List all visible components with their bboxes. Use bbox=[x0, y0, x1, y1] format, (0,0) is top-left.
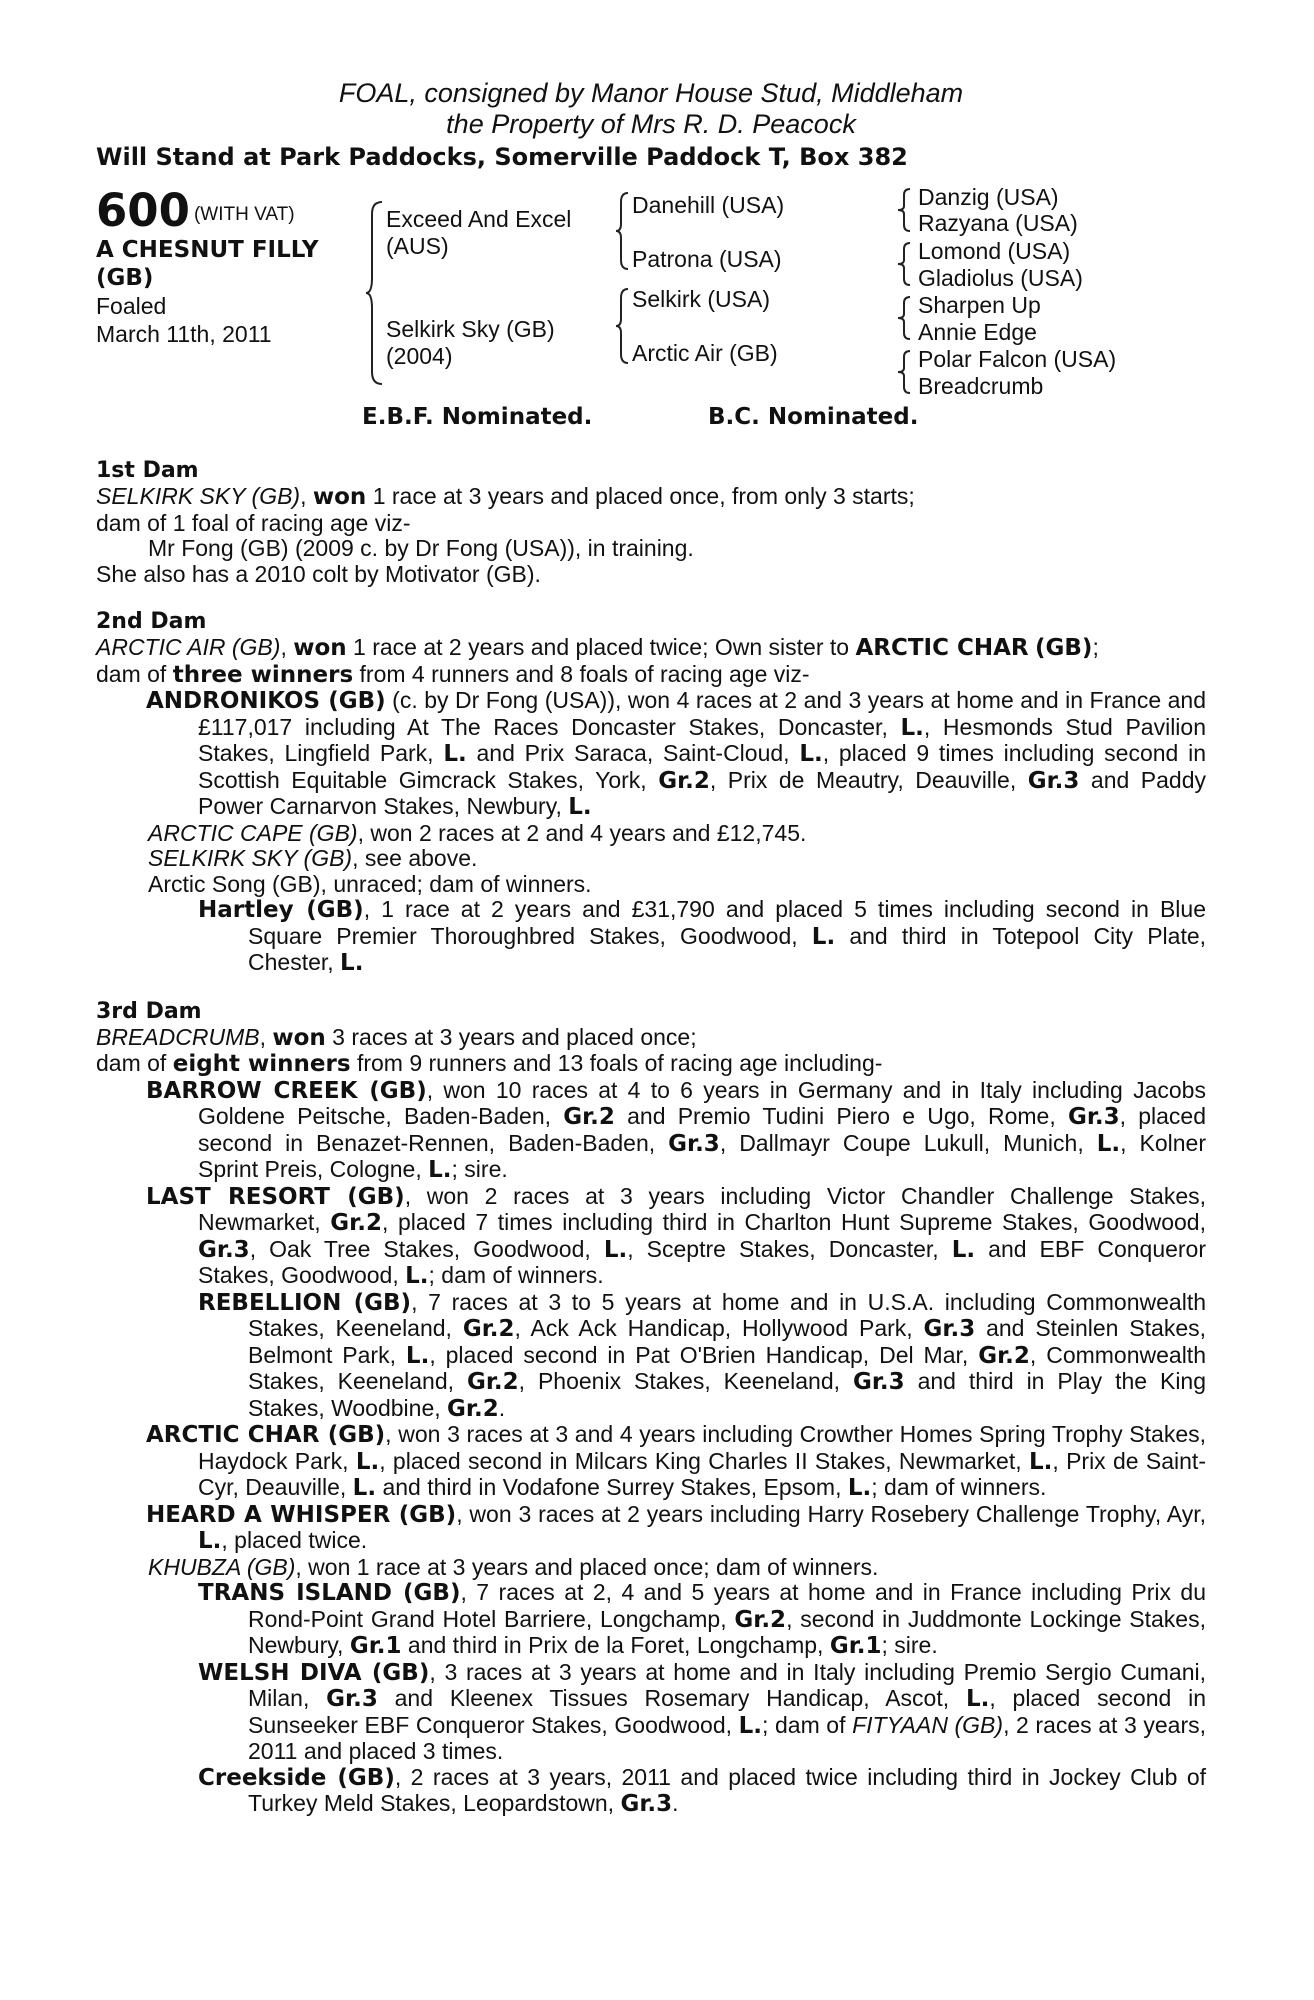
sister-name: ARCTIC CHAR bbox=[855, 635, 1029, 661]
gen3-brace-4 bbox=[896, 348, 914, 396]
produce-heard-a-whisper bbox=[96, 1502, 1206, 1555]
ebf-nominated: E.B.F. Nominated. bbox=[362, 404, 593, 430]
grade-label: Gr.2 bbox=[978, 1342, 1030, 1369]
race-text: , Phoenix Stakes, Keeneland, bbox=[518, 1368, 853, 1394]
pedigree-gen3-7: Polar Falcon (USA) bbox=[918, 346, 1117, 372]
race-text: , Kolner Sprint Preis, Cologne, bbox=[198, 1129, 1206, 1182]
foaled-date: March 11th, 2011 bbox=[96, 321, 272, 347]
dam-brace bbox=[614, 286, 632, 366]
gen3-brace-2 bbox=[896, 240, 914, 288]
race-text: and EBF Conqueror Stakes, Goodwood, bbox=[198, 1235, 1207, 1288]
bc-nominated: B.C. Nominated. bbox=[708, 404, 919, 430]
grade-label: Gr.2 bbox=[466, 1369, 519, 1395]
grade-label: L. bbox=[811, 923, 836, 950]
race-text: , won 10 races at 4 to 6 years in Germany and in Italy including Jacobs Goldene Peitsche, Baden-Baden, bbox=[198, 1076, 1206, 1129]
grade-label: L. bbox=[1028, 1448, 1053, 1475]
race-text: , Hesmonds Stud Pavilion Stakes, Lingfield Park, bbox=[198, 713, 1206, 766]
pedigree-gen3-5: Sharpen Up bbox=[918, 292, 1041, 318]
produce-hartley bbox=[96, 897, 1206, 977]
race-text: , see above. bbox=[352, 845, 478, 871]
third-dam-record: BREADCRUMB, won 3 races at 3 years and placed once; bbox=[96, 1023, 697, 1051]
horse-name: SELKIRK SKY (GB) bbox=[148, 845, 353, 871]
race-text: and third in Totepool City Plate, Chester, bbox=[248, 922, 1207, 975]
pedigree-gen2-1: Danehill (USA) bbox=[632, 192, 785, 218]
grade-label: Gr.3 bbox=[326, 1686, 378, 1712]
race-text: , placed second in Benazet-Rennen, Baden-Baden, bbox=[198, 1103, 1206, 1156]
race-text: , placed second in Sunseeker EBF Conqueror Stakes, Goodwood, bbox=[248, 1685, 1206, 1738]
sire-name: Exceed And Excel bbox=[386, 206, 572, 232]
second-dam-title: 2nd Dam bbox=[96, 609, 207, 634]
pedigree-brace-main bbox=[364, 198, 386, 388]
first-dam-also: She also has a 2010 colt by Motivator (GB). bbox=[96, 560, 541, 587]
grade-label: Gr.3 bbox=[1067, 1104, 1120, 1130]
grade-label: Gr.3 bbox=[668, 1130, 720, 1157]
race-text: , 7 races at 2, 4 and 5 years at home and in France including Prix du Rond-Point Grand Hotel Barriere, Longchamp, bbox=[248, 1579, 1206, 1632]
first-dam-name: SELKIRK SKY (GB) bbox=[96, 483, 301, 509]
won-label: won bbox=[312, 484, 367, 510]
race-text: , second in Juddmonte Lockinge Stakes, Newbury, bbox=[248, 1605, 1206, 1658]
horse-name: ARCTIC CHAR (GB) bbox=[146, 1422, 386, 1448]
pedigree-gen2-2: Patrona (USA) bbox=[632, 246, 782, 272]
lot-name: A CHESNUT FILLY bbox=[96, 237, 319, 263]
sister-country: (GB) bbox=[1035, 635, 1093, 661]
horse-name: HEARD A WHISPER (GB) bbox=[146, 1501, 457, 1528]
header-property: the Property of Mrs R. D. Peacock bbox=[446, 109, 856, 139]
produce-andronikos bbox=[96, 688, 1206, 821]
pedigree-block bbox=[96, 186, 1206, 436]
grade-label: L. bbox=[352, 1475, 377, 1501]
first-dam-record-text: 1 race at 3 years and placed once, from only 3 starts; bbox=[366, 483, 915, 509]
produce-suffix: from 4 runners and 8 foals of racing age viz- bbox=[353, 660, 810, 687]
grade-label: L. bbox=[738, 1712, 763, 1739]
grade-label: L. bbox=[405, 1342, 430, 1369]
sister-end: ; bbox=[1092, 634, 1099, 660]
first-dam-produce: dam of 1 foal of racing age viz- bbox=[96, 509, 411, 536]
produce-welsh-diva bbox=[96, 1660, 1206, 1765]
horse-name: LAST RESORT (GB) bbox=[146, 1183, 405, 1210]
grade-label: L. bbox=[405, 1263, 429, 1289]
race-text: , Sceptre Stakes, Doncaster, bbox=[627, 1235, 952, 1262]
race-text: , placed 9 times including second in Scottish Equitable Gimcrack Stakes, York, bbox=[198, 740, 1206, 793]
race-text: ; sire. bbox=[881, 1632, 938, 1658]
race-text: , placed second in Pat O'Brien Handicap, Del Mar, bbox=[429, 1341, 979, 1368]
first-dam-title: 1st Dam bbox=[96, 458, 199, 483]
pedigree-gen3-6: Annie Edge bbox=[918, 319, 1037, 345]
race-text: and Paddy Power Carnarvon Stakes, Newbury, bbox=[198, 766, 1206, 819]
produce-arctic-song: Arctic Song (GB), unraced; dam of winners. bbox=[148, 870, 592, 897]
produce-winners: eight winners bbox=[172, 1051, 351, 1077]
header-location: Will Stand at Park Paddocks, Somerville Paddock T, Box 382 bbox=[96, 143, 908, 171]
grade-label: Gr.2 bbox=[462, 1316, 515, 1342]
race-text: , Prix de Meautry, Deauville, bbox=[709, 766, 1028, 793]
race-text: , 2 races at 3 years, 2011 and placed 3 times. bbox=[248, 1711, 1206, 1764]
grade-label: L. bbox=[355, 1448, 380, 1475]
grade-label: L. bbox=[847, 1475, 872, 1501]
race-text: , placed 7 times including third in Charlton Hunt Supreme Stakes, Goodwood, bbox=[381, 1209, 1206, 1235]
third-dam-title: 3rd Dam bbox=[96, 998, 202, 1024]
race-text: , Oak Tree Stakes, Goodwood, bbox=[249, 1235, 604, 1262]
gen3-brace-3 bbox=[896, 294, 914, 342]
race-text: , won 2 races at 3 years including Victor Chandler Challenge Stakes, Newmarket, bbox=[198, 1182, 1207, 1235]
horse-name: REBELLION (GB) bbox=[198, 1289, 412, 1316]
race-text: , won 2 races at 2 and 4 years and £12,745. bbox=[357, 819, 807, 846]
horse-name: BARROW CREEK (GB) bbox=[146, 1077, 427, 1104]
race-text: (c. by Dr Fong (USA)), won 4 races at 2 and 3 years at home and in France and £117,017 including At The Races Doncaster Stakes, Doncaster, bbox=[198, 687, 1206, 740]
pedigree-gen3-8: Breadcrumb bbox=[918, 373, 1044, 399]
race-text: and third in Vodafone Surrey Stakes, Epsom, bbox=[376, 1474, 848, 1500]
horse-name: KHUBZA (GB) bbox=[148, 1553, 296, 1580]
grade-label: L. bbox=[965, 1686, 990, 1712]
race-text: , placed second in Milcars King Charles II Stakes, Newmarket, bbox=[379, 1447, 1029, 1474]
sire-brace bbox=[614, 190, 632, 272]
race-text: , Prix de Saint-Cyr, Deauville, bbox=[198, 1447, 1206, 1500]
first-dam-foal: Mr Fong (GB) (2009 c. by Dr Fong (USA)), in training. bbox=[148, 535, 694, 561]
grade-label: L. bbox=[799, 741, 823, 767]
race-text: and Steinlen Stakes, Belmont Park, bbox=[248, 1315, 1207, 1368]
catalogue-page bbox=[96, 78, 1206, 1818]
produce-suffix: from 9 runners and 13 foals of racing age including- bbox=[350, 1050, 883, 1076]
produce-arctic-cape bbox=[96, 821, 1206, 847]
grade-label: Gr.2 bbox=[563, 1104, 615, 1130]
grade-label: Gr.3 bbox=[198, 1236, 250, 1263]
first-dam-section bbox=[96, 458, 1206, 587]
pedigree-gen3-4: Gladiolus (USA) bbox=[918, 265, 1083, 291]
third-dam-section bbox=[96, 999, 1206, 1818]
produce-prefix: dam of bbox=[96, 660, 173, 687]
race-text: , won 3 races at 3 and 4 years including Crowther Homes Spring Trophy Stakes, Haydock Park, bbox=[198, 1421, 1206, 1474]
grade-label: L. bbox=[951, 1236, 976, 1263]
race-text: , won 1 race at 3 years and placed once; dam of winners. bbox=[295, 1553, 879, 1580]
race-text: ; sire. bbox=[451, 1156, 508, 1182]
third-dam-name: BREADCRUMB bbox=[96, 1023, 260, 1050]
dam-name: Selkirk Sky (GB) bbox=[386, 316, 555, 342]
second-dam-record: ARCTIC AIR (GB), won 1 race at 2 years and placed twice; Own sister to ARCTIC CHAR (GB); bbox=[96, 634, 1099, 661]
race-text: and third in Prix de la Foret, Longchamp, bbox=[401, 1632, 830, 1658]
grade-label: L. bbox=[568, 794, 592, 820]
race-text: , Ack Ack Handicap, Hollywood Park, bbox=[514, 1315, 924, 1341]
horse-name: ARCTIC CAPE (GB) bbox=[148, 819, 358, 846]
grade-label: Gr.1 bbox=[829, 1633, 882, 1659]
lot-name-country: (GB) bbox=[96, 265, 154, 291]
grade-label: Gr.3 bbox=[1027, 767, 1080, 794]
race-text: , Commonwealth Stakes, Keeneland, bbox=[248, 1341, 1206, 1394]
horse-name: Creekside (GB) bbox=[198, 1764, 395, 1791]
second-dam-section bbox=[96, 609, 1206, 977]
pedigree-gen3-1: Danzig (USA) bbox=[918, 184, 1059, 210]
produce-barrow-creek bbox=[96, 1078, 1206, 1184]
grade-label: Gr.3 bbox=[620, 1791, 673, 1817]
second-dam-produce bbox=[96, 662, 1206, 689]
race-text: ; dam of bbox=[762, 1711, 853, 1738]
produce-last-resort bbox=[96, 1184, 1206, 1290]
horse-name: ANDRONIKOS (GB) bbox=[146, 688, 386, 714]
grade-label: L. bbox=[603, 1236, 628, 1263]
third-dam-produce bbox=[96, 1051, 1206, 1078]
horse-name: TRANS ISLAND (GB) bbox=[198, 1580, 461, 1606]
sire-country: (AUS) bbox=[386, 233, 449, 259]
grade-label: L. bbox=[900, 714, 924, 741]
won-label: won bbox=[293, 635, 347, 661]
produce-rebellion: REBELLION (GB), 7 races at 3 to 5 years at home and in U.S.A. including Commonwealth Stakes, Keeneland, Gr.2, Ack Ack Handicap, Hollywood Park, Gr.3 and Steinlen Stakes, Belmont Park, L., placed second in Pat O'Brien Handicap, Del Mar, Gr.2, Commonwealth Stakes, Keeneland, Gr.2, Phoenix Stakes, Keeneland, Gr.3 and third in Play the King Stakes, Woodbine, Gr.2. bbox=[198, 1288, 1207, 1422]
pedigree-gen2-3: Selkirk (USA) bbox=[632, 286, 771, 312]
grade-label: Gr.2 bbox=[734, 1606, 787, 1633]
header-consignor: FOAL, consigned by Manor House Stud, Middleham bbox=[338, 78, 964, 108]
produce-prefix: dam of bbox=[96, 1050, 173, 1076]
race-text: ; dam of winners. bbox=[871, 1474, 1047, 1500]
second-dam-record-text: 1 race at 2 years and placed twice; Own sister to bbox=[346, 634, 856, 660]
produce-selkirk-sky bbox=[96, 846, 1206, 872]
race-text: , placed twice. bbox=[221, 1527, 368, 1553]
produce-winners: three winners bbox=[172, 661, 354, 688]
horse-name: FITYAAN (GB) bbox=[852, 1711, 1004, 1738]
dam-year: (2004) bbox=[386, 343, 453, 369]
horse-name: Hartley (GB) bbox=[198, 897, 364, 923]
race-text: , 1 race at 2 years and £31,790 and placed 5 times including second in Blue Square Premier Thoroughbred Stakes, Goodwood, bbox=[248, 896, 1206, 949]
race-text: ; dam of winners. bbox=[428, 1262, 604, 1288]
second-dam-name: ARCTIC AIR (GB) bbox=[96, 634, 281, 660]
gen3-brace-1 bbox=[896, 186, 914, 234]
grade-label: L. bbox=[198, 1528, 222, 1554]
grade-label: L. bbox=[443, 741, 467, 767]
pedigree-gen3-3: Lomond (USA) bbox=[918, 238, 1071, 264]
grade-label: Gr.3 bbox=[923, 1316, 976, 1342]
grade-label: Gr.1 bbox=[349, 1633, 402, 1659]
won-label: won bbox=[272, 1024, 326, 1051]
race-text: , 2 races at 3 years, 2011 and placed twice including third in Jockey Club of Turkey Meld Stakes, Leopardstown, bbox=[248, 1763, 1206, 1816]
pedigree-gen2-4: Arctic Air (GB) bbox=[632, 340, 778, 366]
grade-label: L. bbox=[1096, 1130, 1121, 1157]
race-text: and Premio Tudini Piero e Ugo, Rome, bbox=[614, 1103, 1068, 1129]
grade-label: Gr.2 bbox=[447, 1395, 499, 1422]
race-text: and third in Play the King Stakes, Woodbine, bbox=[248, 1368, 1207, 1421]
lot-number: 600 bbox=[96, 184, 190, 237]
produce-trans-island bbox=[96, 1580, 1206, 1660]
race-text: , Dallmayr Coupe Lukull, Munich, bbox=[719, 1129, 1097, 1156]
grade-label: Gr.2 bbox=[658, 767, 710, 794]
grade-label: L. bbox=[340, 950, 364, 976]
grade-label: L. bbox=[428, 1157, 452, 1183]
produce-khubza bbox=[96, 1555, 1206, 1581]
produce-creekside: Creekside (GB), 2 races at 3 years, 2011 and placed twice including third in Jockey Club of Turkey Meld Stakes, Leopardstown, Gr.3. bbox=[198, 1763, 1206, 1817]
lot-info bbox=[96, 186, 356, 348]
race-text: , won 3 races at 2 years including Harry Rosebery Challenge Trophy, Ayr, bbox=[456, 1500, 1207, 1527]
race-text: , 3 races at 3 years at home and in Italy including Premio Sergio Cumani, Milan, bbox=[248, 1658, 1207, 1711]
race-text: and Prix Saraca, Saint-Cloud, bbox=[466, 740, 800, 766]
foaled-label: Foaled bbox=[96, 293, 167, 319]
pedigree-gen3-2: Razyana (USA) bbox=[918, 210, 1078, 236]
third-dam-record-text: 3 races at 3 years and placed once; bbox=[325, 1023, 697, 1050]
grade-label: Gr.3 bbox=[852, 1369, 905, 1395]
grade-label: Gr.2 bbox=[330, 1210, 382, 1236]
race-text: and Kleenex Tissues Rosemary Handicap, Ascot, bbox=[377, 1685, 966, 1711]
race-text: , 7 races at 3 to 5 years at home and in U.S.A. including Commonwealth Stakes, Keeneland, bbox=[248, 1288, 1206, 1341]
first-dam-record: SELKIRK SKY (GB), won 1 race at 3 years and placed once, from only 3 starts; bbox=[96, 483, 915, 510]
produce-arctic-char bbox=[96, 1422, 1206, 1502]
lot-vat: (WITH VAT) bbox=[193, 204, 295, 225]
horse-name: WELSH DIVA (GB) bbox=[198, 1659, 430, 1686]
